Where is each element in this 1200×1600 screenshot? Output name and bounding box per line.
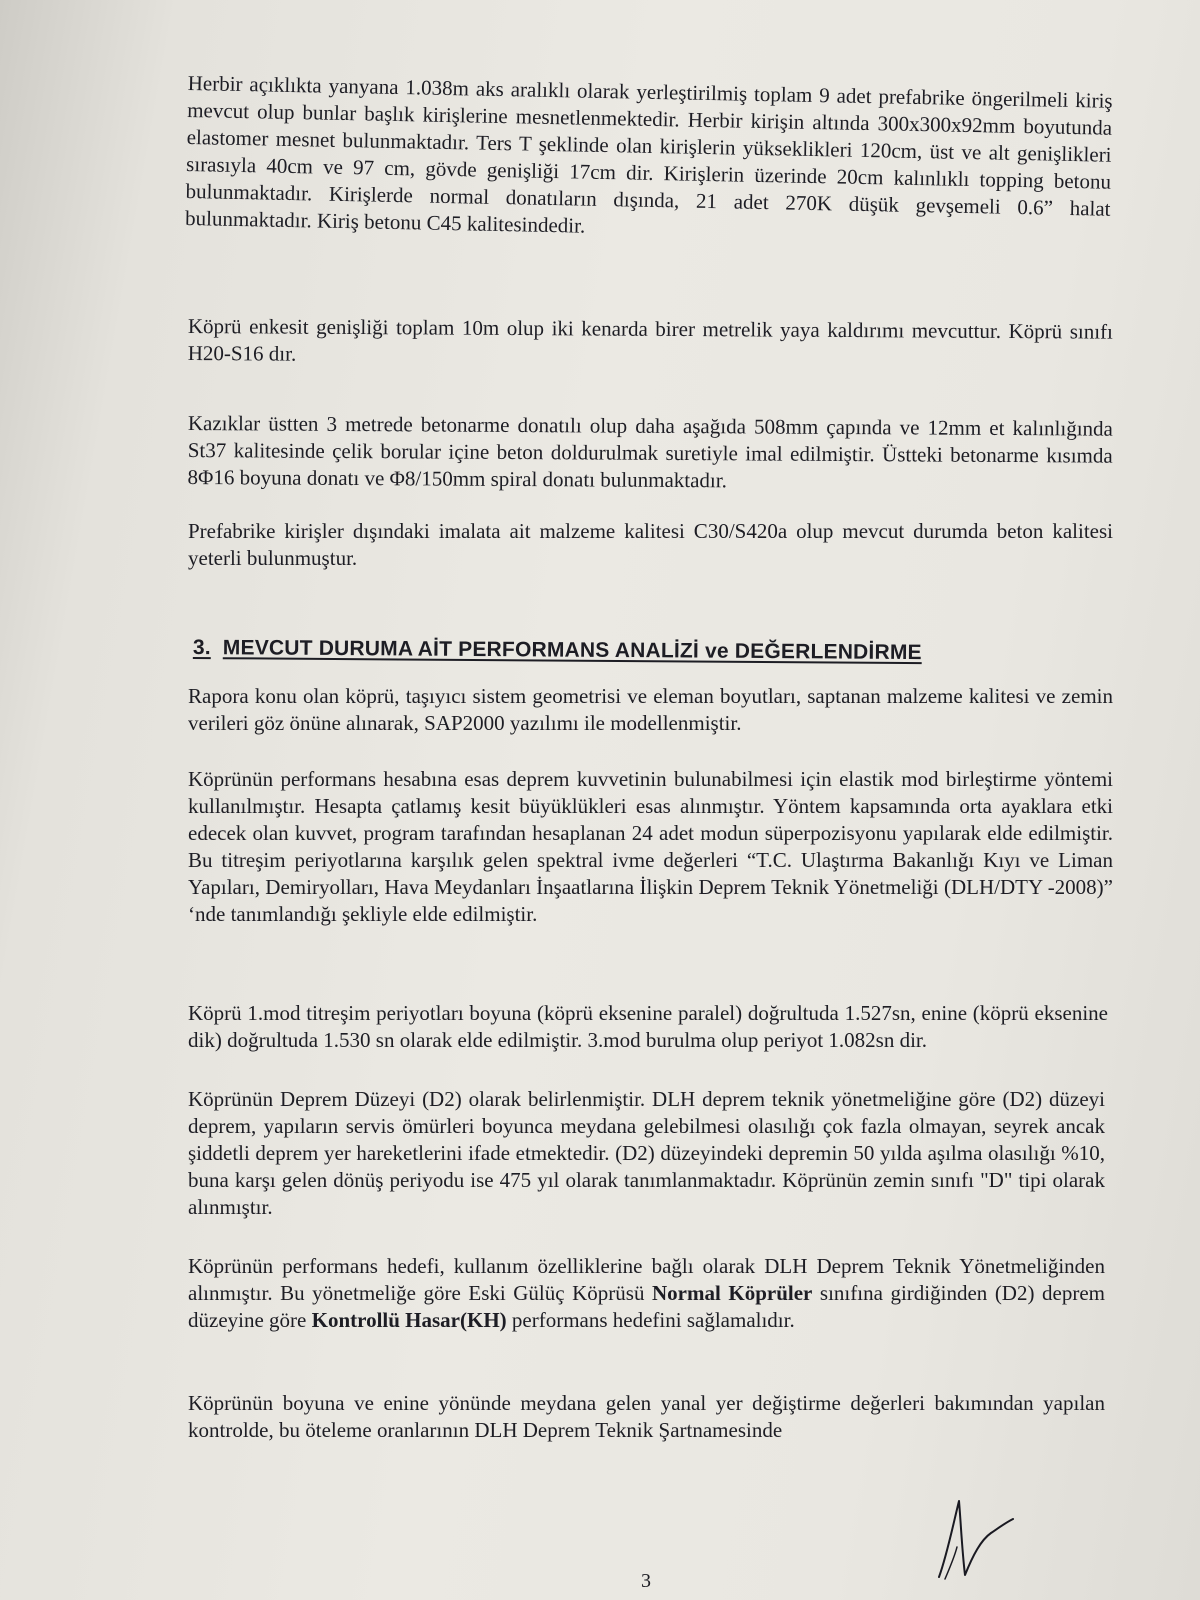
paragraph-periods: Köprü 1.mod titreşim periyotları boyuna (köprü eksenine paralel) doğrultuda 1.527sn, enine (köprü eksenine dik) doğrultuda 1.530 sn olarak elde edilmiştir. 3.mod burulma olup periyot 1.082sn dir. [188,1001,1108,1052]
performance-text-2: sınıfına girdiğinden (D2) deprem düzeyine göre [188,1281,1105,1332]
controlled-damage-bold: Kontrollü Hasar(KH) [311,1308,507,1332]
paragraph-piles: Kazıklar üstten 3 metrede betonarme donatılı olup daha aşağıda 508mm çapında ve 12mm et kalınlığında St37 kalitesinde çelik borular içine beton doldurulmak suretiyle imal edilmiştir. Üstteki betonarme kısımda 8Φ16 boyuna donatı ve Φ8/150mm spiral donatı bulunmaktadır. [187,410,1113,493]
performance-text-1: Köprünün performans hedefi, kullanım özelliklerine bağlı olarak DLH Deprem Teknik Yönetmeliğinden alınmıştır. Bu yönetmeliğe göre Eski Gülüç Köprüsü [188,1254,1105,1305]
paragraph-performance-target [188,1253,1105,1334]
paragraph-mode-superposition: Köprünün performans hesabına esas deprem kuvvetinin bulunabilmesi için elastik mod birleştirme yöntemi kullanılmıştır. Hesapta çatlamış kesit büyüklükleri esas alınmıştır. Yöntem kapsamında orta ayaklara etki edecek olan kuvvet, program tarafından hesaplanan 24 adet modun süperpozisyonu yapılarak elde edilmiştir. Bu titreşim periyotlarına karşılık gelen spektral ivme değerleri “T.C. Ulaştırma Bakanlığı Kıyı ve Liman Yapıları, Demiryolları, Hava Meydanları İnşaatlarına İlişkin Deprem Teknik Yönetmeliği (DLH/DTY -2008)” ‘nde tanımlandığı şekliyle elde edilmiştir. [188,767,1113,926]
paragraph-earthquake-level: Köprünün Deprem Düzeyi (D2) olarak belirlenmiştir. DLH deprem teknik yönetmeliğine göre (D2) düzeyi deprem, yapıların servis ömürleri boyunca meydana gelebilmesi olasılığı çok fazla olmayan, seyrek ancak şiddetli deprem yer hareketlerini ifade etmektedir. (D2) düzeyindeki depremin 50 yılda aşılma olasılığı %10, buna karşı gelen dönüş periyodu ise 475 yıl olarak tanımlanmaktadır. Köprünün zemin sınıfı "D" tipi olarak alınmıştır. [188,1087,1105,1219]
paragraph-model: Rapora konu olan köprü, taşıyıcı sistem geometrisi ve eleman boyutları, saptanan malzeme kalitesi ve zemin verileri göz önüne alınarak, SAP2000 yazılımı ile modellenmiştir. [188,684,1113,735]
normal-bridges-bold: Normal Köprüler [652,1281,813,1305]
paragraph-material-quality: Prefabrike kirişler dışındaki imalata ait malzeme kalitesi C30/S420a olup mevcut durumda beton kalitesi yeterli bulunmuştur. [188,519,1113,570]
paragraph-beams: Herbir açıklıkta yanyana 1.038m aks aralıklı olarak yerleştirilmiş toplam 9 adet prefabrike öngerilmeli kiriş mevcut olup bunlar başlık kirişlerine mesnetlenmektedir. Herbir kirişin altında 300x300x92mm boyutunda elastomer mesnet bulunmaktadır. Ters T şeklinde olan kirişlerin yükseklikleri 120cm, üst ve alt genişlikleri sırasıyla 40cm ve 97 cm, gövde genişliği 17cm dir. Kirişlerin üzerinde 20cm kalınlıklı topping betonu bulunmaktadır. Kirişlerde normal donatıların dışında, 21 adet 270K düşük gevşemeli 0.6” halat bulunmaktadır. Kiriş betonu C45 kalitesindedir. [184,70,1113,238]
signature-mark [935,1495,1015,1585]
section-title: MEVCUT DURUMA AİT PERFORMANS ANALİZİ ve DEĞERLENDİRME [222,636,922,665]
performance-text-3: performans hedefini sağlamalıdır. [506,1308,795,1332]
paragraph-displacement-check: Köprünün boyuna ve enine yönünde meydana gelen yanal yer değiştirme değerleri bakımından yapılan kontrolde, bu öteleme oranlarının DLH Deprem Teknik Şartnamesinde [188,1391,1105,1442]
section-number: 3. [192,636,211,660]
page-number: 3 [641,1570,651,1592]
section-heading [193,636,922,665]
paragraph-cross-section: Köprü enkesit genişliği toplam 10m olup iki kenarda birer metrelik yaya kaldırımı mevcuttur. Köprü sınıfı H20-S16 dır. [187,313,1113,366]
